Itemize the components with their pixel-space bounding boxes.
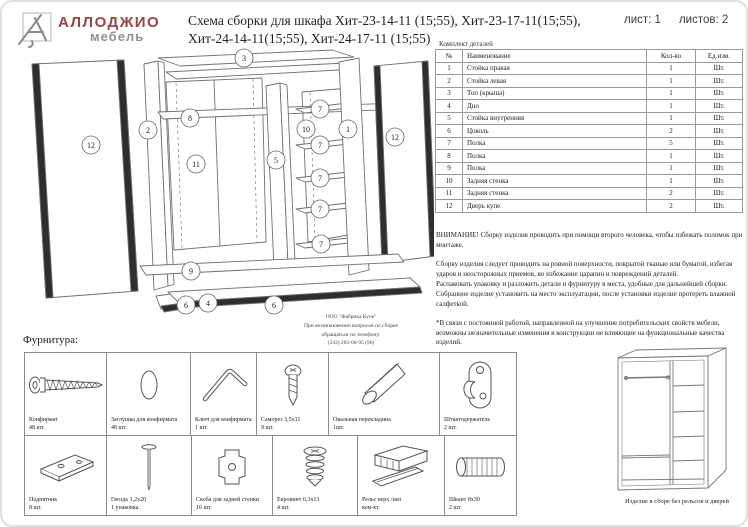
part-label-7 [312,235,330,253]
table-cell: Задняя стенка [463,187,647,200]
table-row [436,137,743,150]
table-cell: Стойка левая [463,75,647,88]
title-line-1: Схема сборки для шкафа Хит-23-14-11 (15;55), Хит-23-17-11(15;55), [188,13,581,28]
factory-phone: (343) 283-00-95 (96) [327,340,375,347]
svg-text:6: 6 [184,300,188,310]
note-paragraph: Распаковать упаковку и разложить детали и фурнитуру в места, удобные для дальнейшей сборки. [436,279,728,288]
svg-text:7: 7 [318,173,322,183]
table-cell: 7 [436,137,463,150]
hardware-item [106,352,191,436]
table-cell: 9 [436,162,463,175]
table-cell: Шт. [696,162,743,175]
part-label-7 [311,169,329,187]
table-row [436,112,743,125]
hardware-grid [24,352,517,516]
hardware-item-label: Скоба для задней стенки 16 шт. [196,496,260,511]
part-top [158,50,356,79]
svg-text:3: 3 [242,53,246,63]
hardware-heading: Фурнитура: [23,334,79,346]
svg-text:4: 4 [206,298,210,308]
hardware-item-label: Овальная перекладина 1шт. [333,416,391,431]
table-cell: 1 [647,150,696,163]
rod-holder-icon [440,353,516,415]
table-cell: Стойка правая [463,62,647,75]
table-cell: 10 [436,175,463,188]
table-cell: Полка [463,162,647,175]
table-cell: 2 [647,125,696,138]
table-cell: 1 [647,162,696,175]
table-cell: 3 [436,87,463,100]
part-label-11 [187,155,205,173]
sheet-info [624,14,728,26]
table-cell: Шт. [696,150,743,163]
hardware-item [24,352,107,436]
footnote-text: *В связи с постоянной работой, направленной на улучшение потребительских свойств мебели, возможны незначительные изменения в конструкции не влияющие на функциональные качества изделий. [436,318,725,347]
table-cell: 1 [436,62,463,75]
svg-text:5: 5 [274,155,278,165]
svg-text:7: 7 [318,104,322,114]
hardware-item-label: Штангодержатель 2 шт. [444,416,491,431]
factory-name: ООО "Фабрика Купе" [325,314,377,320]
column-header: № [436,50,463,63]
part-label-3 [235,49,253,67]
table-cell: Шт. [696,200,743,213]
table-row [436,200,743,213]
hardware-item-label: Шкант 8х30 2 шт. [449,496,480,511]
table-row [436,175,743,188]
euro-screw-icon [273,436,357,495]
hardware-item-label: Саморез 3,5х11 9 шт. [261,416,301,431]
table-cell: 5 [436,112,463,125]
table-cell: 12 [436,200,463,213]
table-cell: 1 [647,175,696,188]
parts-table-caption: Комплект деталей [439,40,493,48]
part-label-5 [267,151,285,169]
table-row [436,187,743,200]
glide-icon [25,436,106,495]
part-label-6 [177,296,195,314]
page-title [188,12,581,48]
sheet-number: лист: 1 [624,14,661,26]
part-label-10 [297,120,315,138]
part-label-2 [139,121,157,139]
hardware-item [190,352,257,436]
svg-text:10: 10 [302,124,310,134]
table-cell: Шт. [696,75,743,88]
hardware-item-label: Конфирмат 48 шт. [29,416,58,431]
svg-text:12: 12 [391,132,399,142]
warning-text: ВНИМАНИЕ! Сборку изделия проводить при помощи второго человека, чтобы избежать поломок при монтаже. [436,231,743,249]
table-cell: 1 [647,62,696,75]
svg-text:7: 7 [319,239,323,249]
table-cell: Шт. [696,137,743,150]
part-label-12 [386,128,404,146]
hardware-item-label: Рельс верх /низ ком-кт. [362,496,402,511]
hardware-row-1 [24,352,517,436]
logo-icon [18,11,58,49]
hardware-item [256,352,329,436]
brand-name: АЛЛОДЖИО [58,14,161,31]
column-header: Ед.изм. [696,50,743,63]
table-cell: Шт. [696,187,743,200]
part-label-6 [265,296,283,314]
oval-rail-icon [329,353,439,415]
table-row [436,62,743,75]
part-label-4 [199,294,217,312]
hardware-item-label: Заглушка для конфирмата 48 шт. [111,416,178,431]
hex-key-icon [191,353,256,415]
parts-table-header [436,50,743,63]
exploded-diagram [10,48,434,348]
svg-text:2: 2 [146,125,150,135]
confirmat-screw-icon [25,353,106,415]
table-cell: 2 [436,75,463,88]
dowel-icon [445,436,516,495]
sheets-total: листов: 2 [678,14,729,26]
part-label-1 [339,120,357,138]
table-row [436,100,743,113]
assembled-wardrobe-drawing [614,344,746,496]
column-header: Наименование [463,50,647,63]
table-cell: Стойка внутренняя [463,112,647,125]
hardware-item-label: Евровинт 6,3х13 4 шт. [277,496,320,511]
hardware-item [272,435,358,516]
factory-line: При возникновении вопросов по сборке [304,322,398,329]
assembled-view-caption: Изделие в сборе без рельсов и дверей [624,498,730,505]
hardware-item [357,435,445,516]
table-cell: 4 [436,100,463,113]
part-label-7 [311,100,329,118]
part-label-8 [181,109,199,127]
table-cell: Дверь купе [463,200,647,213]
part-door-right [374,61,434,263]
hardware-item-label: Подпятник 8 шт. [29,496,58,511]
assembly-notes [436,231,744,348]
table-row [436,75,743,88]
parts-table [435,49,743,213]
column-header: Кол-во [647,50,696,63]
hardware-item-label: Ключ для конфирмата 1 шт. [195,416,252,431]
svg-text:6: 6 [272,300,276,310]
rail-profile-icon [358,436,444,495]
table-cell: 5 [647,137,696,150]
hardware-item [24,435,107,516]
title-line-2: Хит-24-14-11(15;55), Хит-24-17-11 (15;55) [188,31,431,47]
svg-text:11: 11 [192,159,200,169]
table-cell: 1 [647,75,696,88]
svg-text:9: 9 [189,266,193,276]
cap-icon [107,353,190,415]
table-cell: Шт. [696,87,743,100]
table-row [436,125,743,138]
hardware-item [444,435,517,516]
hardware-item [106,435,192,516]
bracket-icon [192,436,272,495]
svg-text:8: 8 [188,113,192,123]
hardware-item [191,435,273,516]
table-cell: Шт. [696,112,743,125]
part-label-7 [311,136,329,154]
hardware-item-label: Гвоздь 1,2х20 1 упаковка. [111,496,147,511]
part-bottom-assembly [156,278,422,312]
hardware-item [439,352,517,436]
table-cell: Задняя стенка [463,175,647,188]
table-cell: 6 [436,125,463,138]
table-cell: Полка [463,137,647,150]
table-cell: Полка [463,150,647,163]
note-paragraph: Сборку изделия следует проводить на ровной поверхности, покрытой тканью или бумагой, избегая ударов и неосторожных приемов, во избежание царапин и повреждений деталей. [436,259,733,278]
part-label-12 [82,136,100,154]
svg-text:12: 12 [87,140,95,150]
part-label-7 [311,200,329,218]
table-cell: Дно [463,100,647,113]
factory-line: обращаться по телефону: [321,331,381,338]
part-back-panel-large [166,78,266,250]
table-cell: Топ (крыша) [463,87,647,100]
table-cell: 2 [647,187,696,200]
hardware-item [328,352,440,436]
table-cell: 1 [647,87,696,100]
table-row [436,150,743,163]
svg-text:7: 7 [318,140,322,150]
table-cell: 11 [436,187,463,200]
table-cell: 1 [647,100,696,113]
part-door-left [32,60,138,298]
part-label-9 [182,262,200,280]
table-cell: Шт. [696,62,743,75]
nail-icon [107,436,191,495]
hardware-row-2 [24,436,517,516]
table-cell: Шт. [696,100,743,113]
note-paragraph: Собранное изделие установить на место эксплуатации, после установки изделие протереть влажной салфеткой. [436,289,736,308]
table-cell: 1 [647,112,696,125]
table-cell: 8 [436,150,463,163]
brand-subtitle: мебель [90,29,145,44]
table-cell: Цоколь [463,125,647,138]
svg-text:7: 7 [318,204,322,214]
table-cell: Шт. [696,125,743,138]
table-cell: Шт. [696,175,743,188]
table-row [436,162,743,175]
screw-icon [257,353,328,415]
svg-text:1: 1 [346,124,350,134]
table-row [436,87,743,100]
table-cell: 2 [647,200,696,213]
parts-table-body [436,62,743,212]
